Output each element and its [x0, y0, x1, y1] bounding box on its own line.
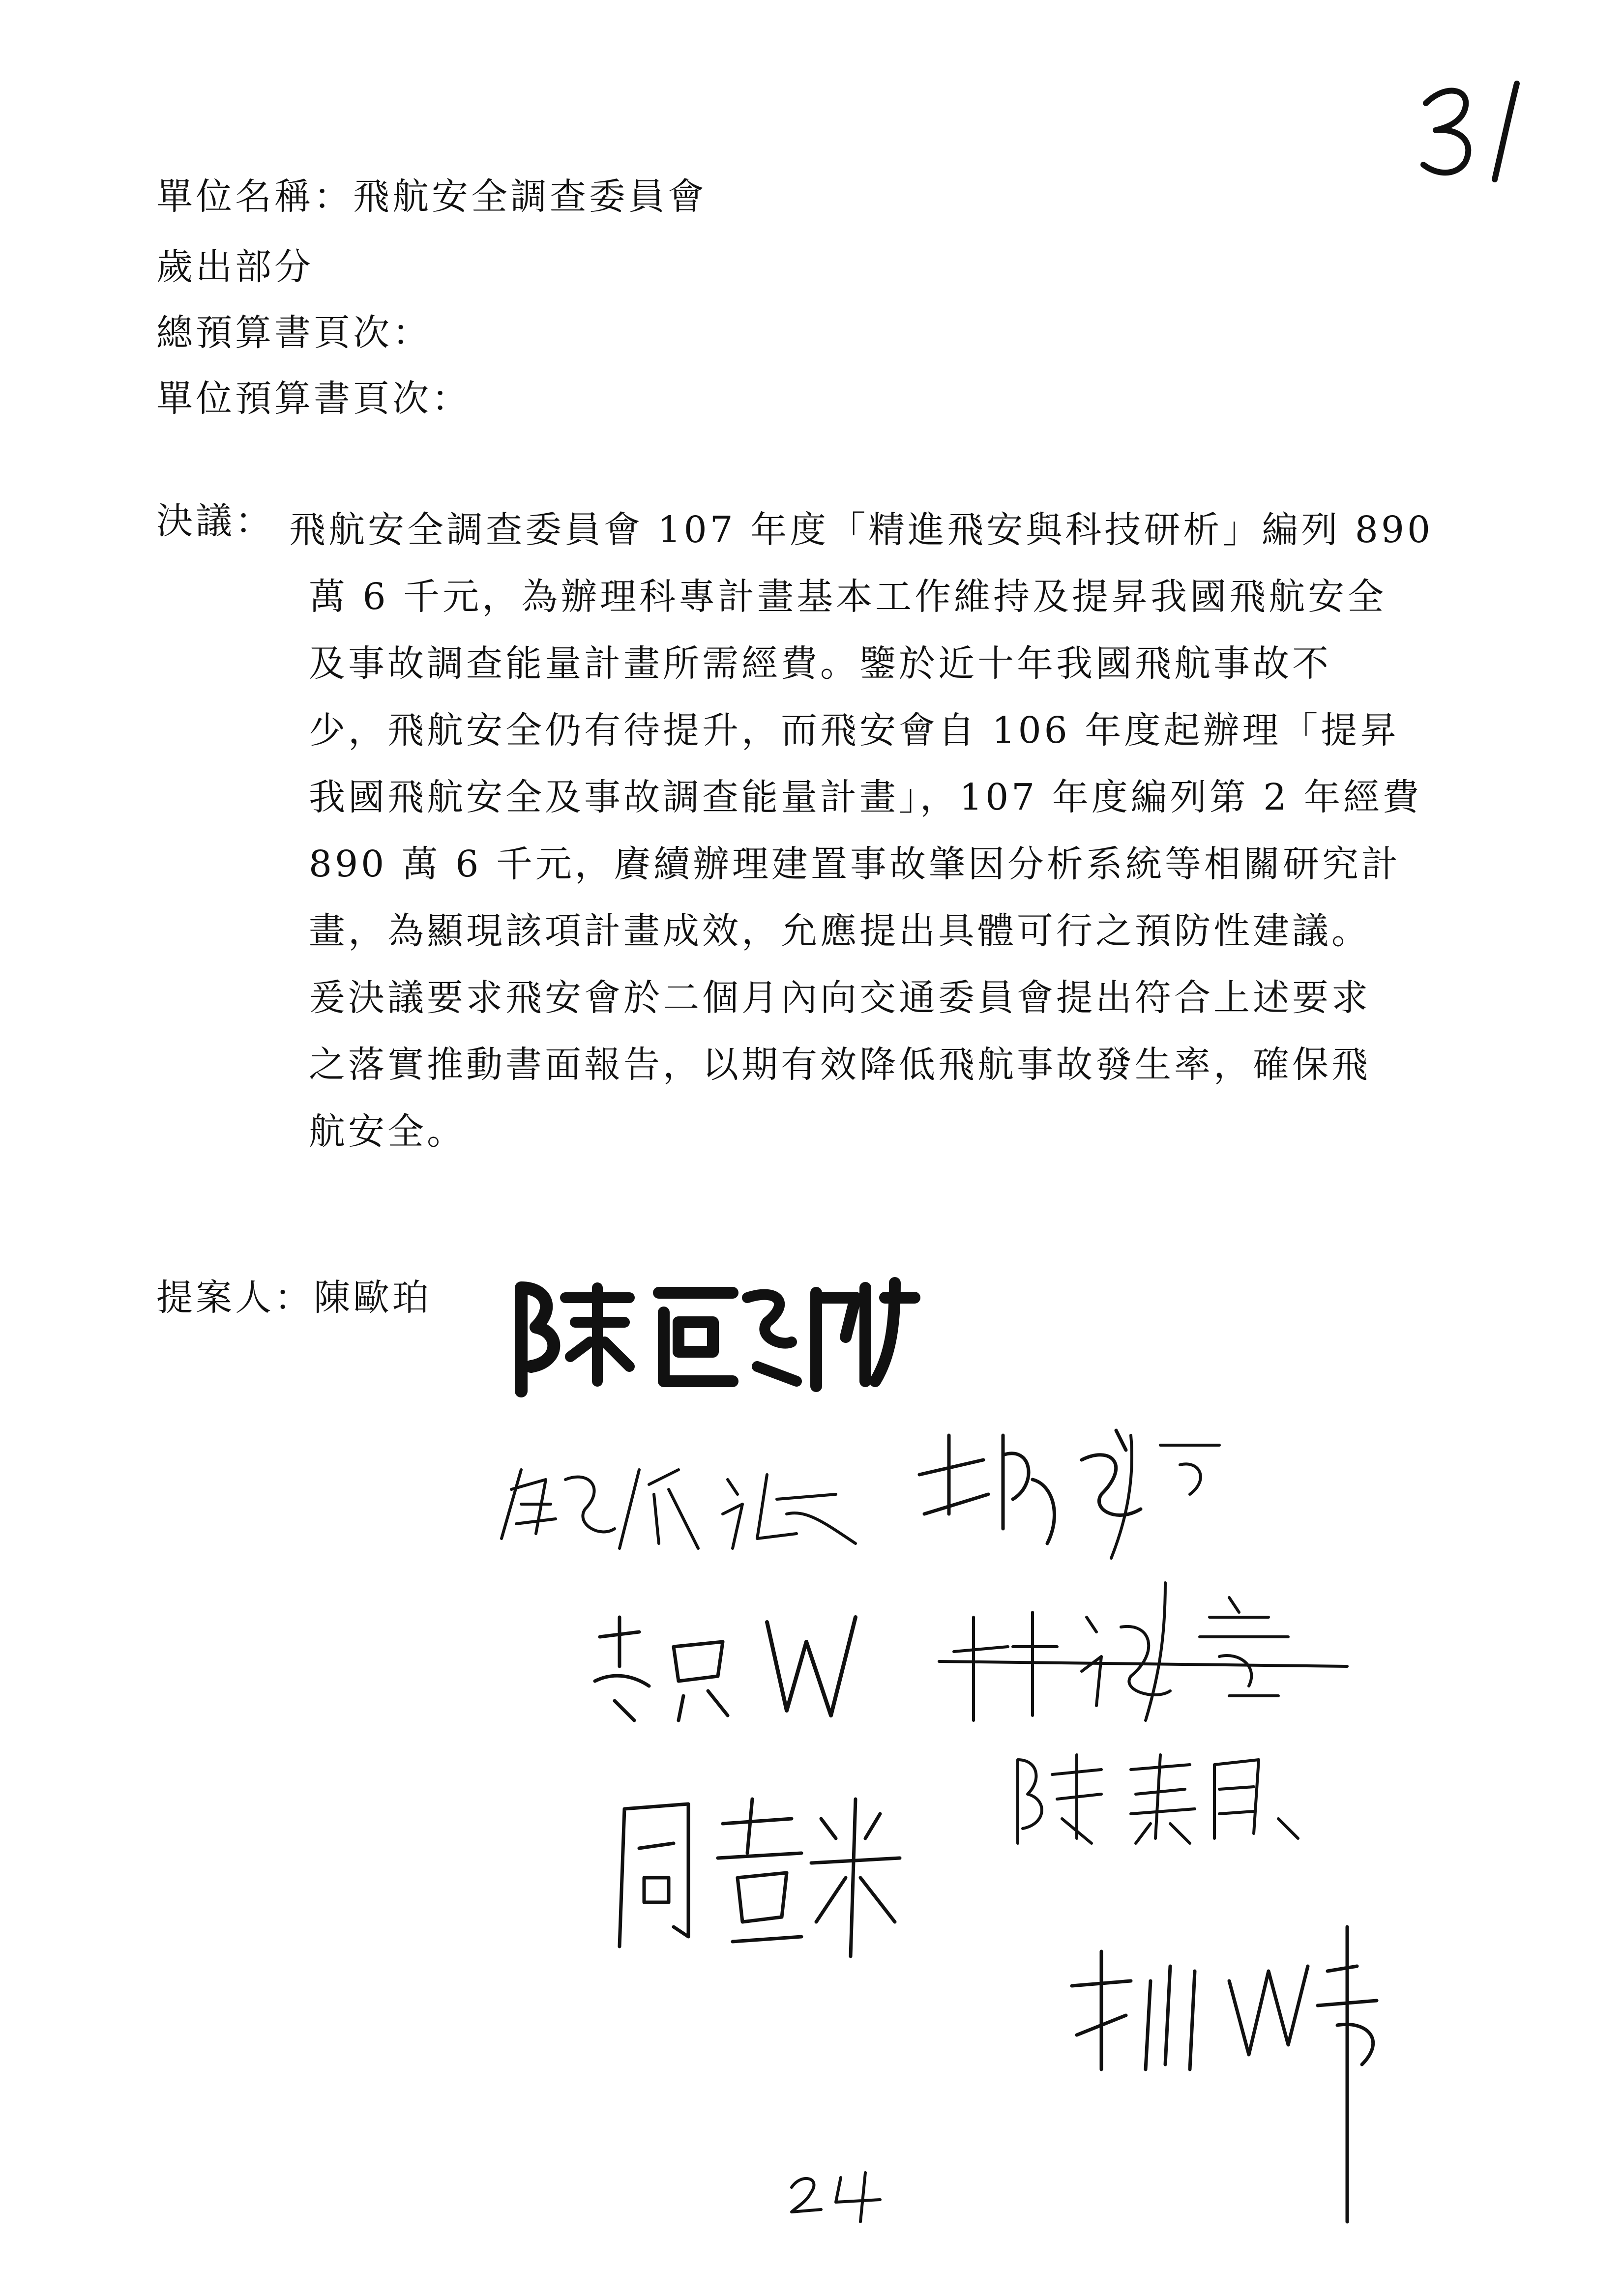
signature-cosigner-4: [934, 1573, 1357, 1735]
resolution-line: 之落實推動書面報告，以期有效降低飛航事故發生率，確保飛: [309, 1044, 1371, 1086]
handwritten-page-number: [1416, 74, 1544, 187]
signature-cosigner-3: [580, 1602, 895, 1730]
resolution-line: 萬 6 千元，為辦理科專計畫基本工作維持及提昇我國飛航安全: [309, 576, 1387, 618]
signature-cosigner-7: [1052, 1907, 1446, 2227]
signature-cosigner-1: [492, 1450, 875, 1568]
handwritten-footer-number: [782, 2163, 900, 2227]
resolution-line: 及事故調查能量計畫所需經費。鑒於近十年我國飛航事故不: [309, 642, 1331, 685]
resolution-line: 畫，為顯現該項計畫成效，允應提出具體可行之預防性建議。: [309, 910, 1371, 952]
resolution-label: 決議：: [156, 500, 274, 542]
resolution-line: 我國飛航安全及事故調查能量計畫」，107 年度編列第 2 年經費: [309, 776, 1422, 818]
resolution-body: [289, 496, 1617, 1165]
signature-main: [502, 1268, 924, 1406]
resolution-line: 890 萬 6 千元，賡續辦理建置事故肇因分析系統等相關研究計: [309, 843, 1401, 885]
resolution-line: 飛航安全調查委員會 107 年度「精進飛安與科技研析」編列 890: [289, 509, 1434, 551]
unit-budget-page: 單位預算書頁次：: [156, 378, 471, 420]
unit-name: 單位名稱：飛航安全調查委員會: [156, 175, 707, 218]
signature-cosigner-6: [1003, 1740, 1308, 1853]
resolution-line: 航安全。: [309, 1110, 466, 1153]
signature-cosigner-5: [605, 1779, 919, 1966]
proposer-label: 提案人：陳歐珀: [156, 1277, 432, 1319]
total-budget-page: 總預算書頁次：: [156, 312, 432, 354]
resolution-line: 少，飛航安全仍有待提升，而飛安會自 106 年度起辦理「提昇: [309, 709, 1400, 752]
signature-cosigner-2: [905, 1416, 1239, 1563]
section-label: 歲出部分: [156, 246, 314, 288]
resolution-line: 爰決議要求飛安會於二個月內向交通委員會提出符合上述要求: [309, 977, 1371, 1019]
